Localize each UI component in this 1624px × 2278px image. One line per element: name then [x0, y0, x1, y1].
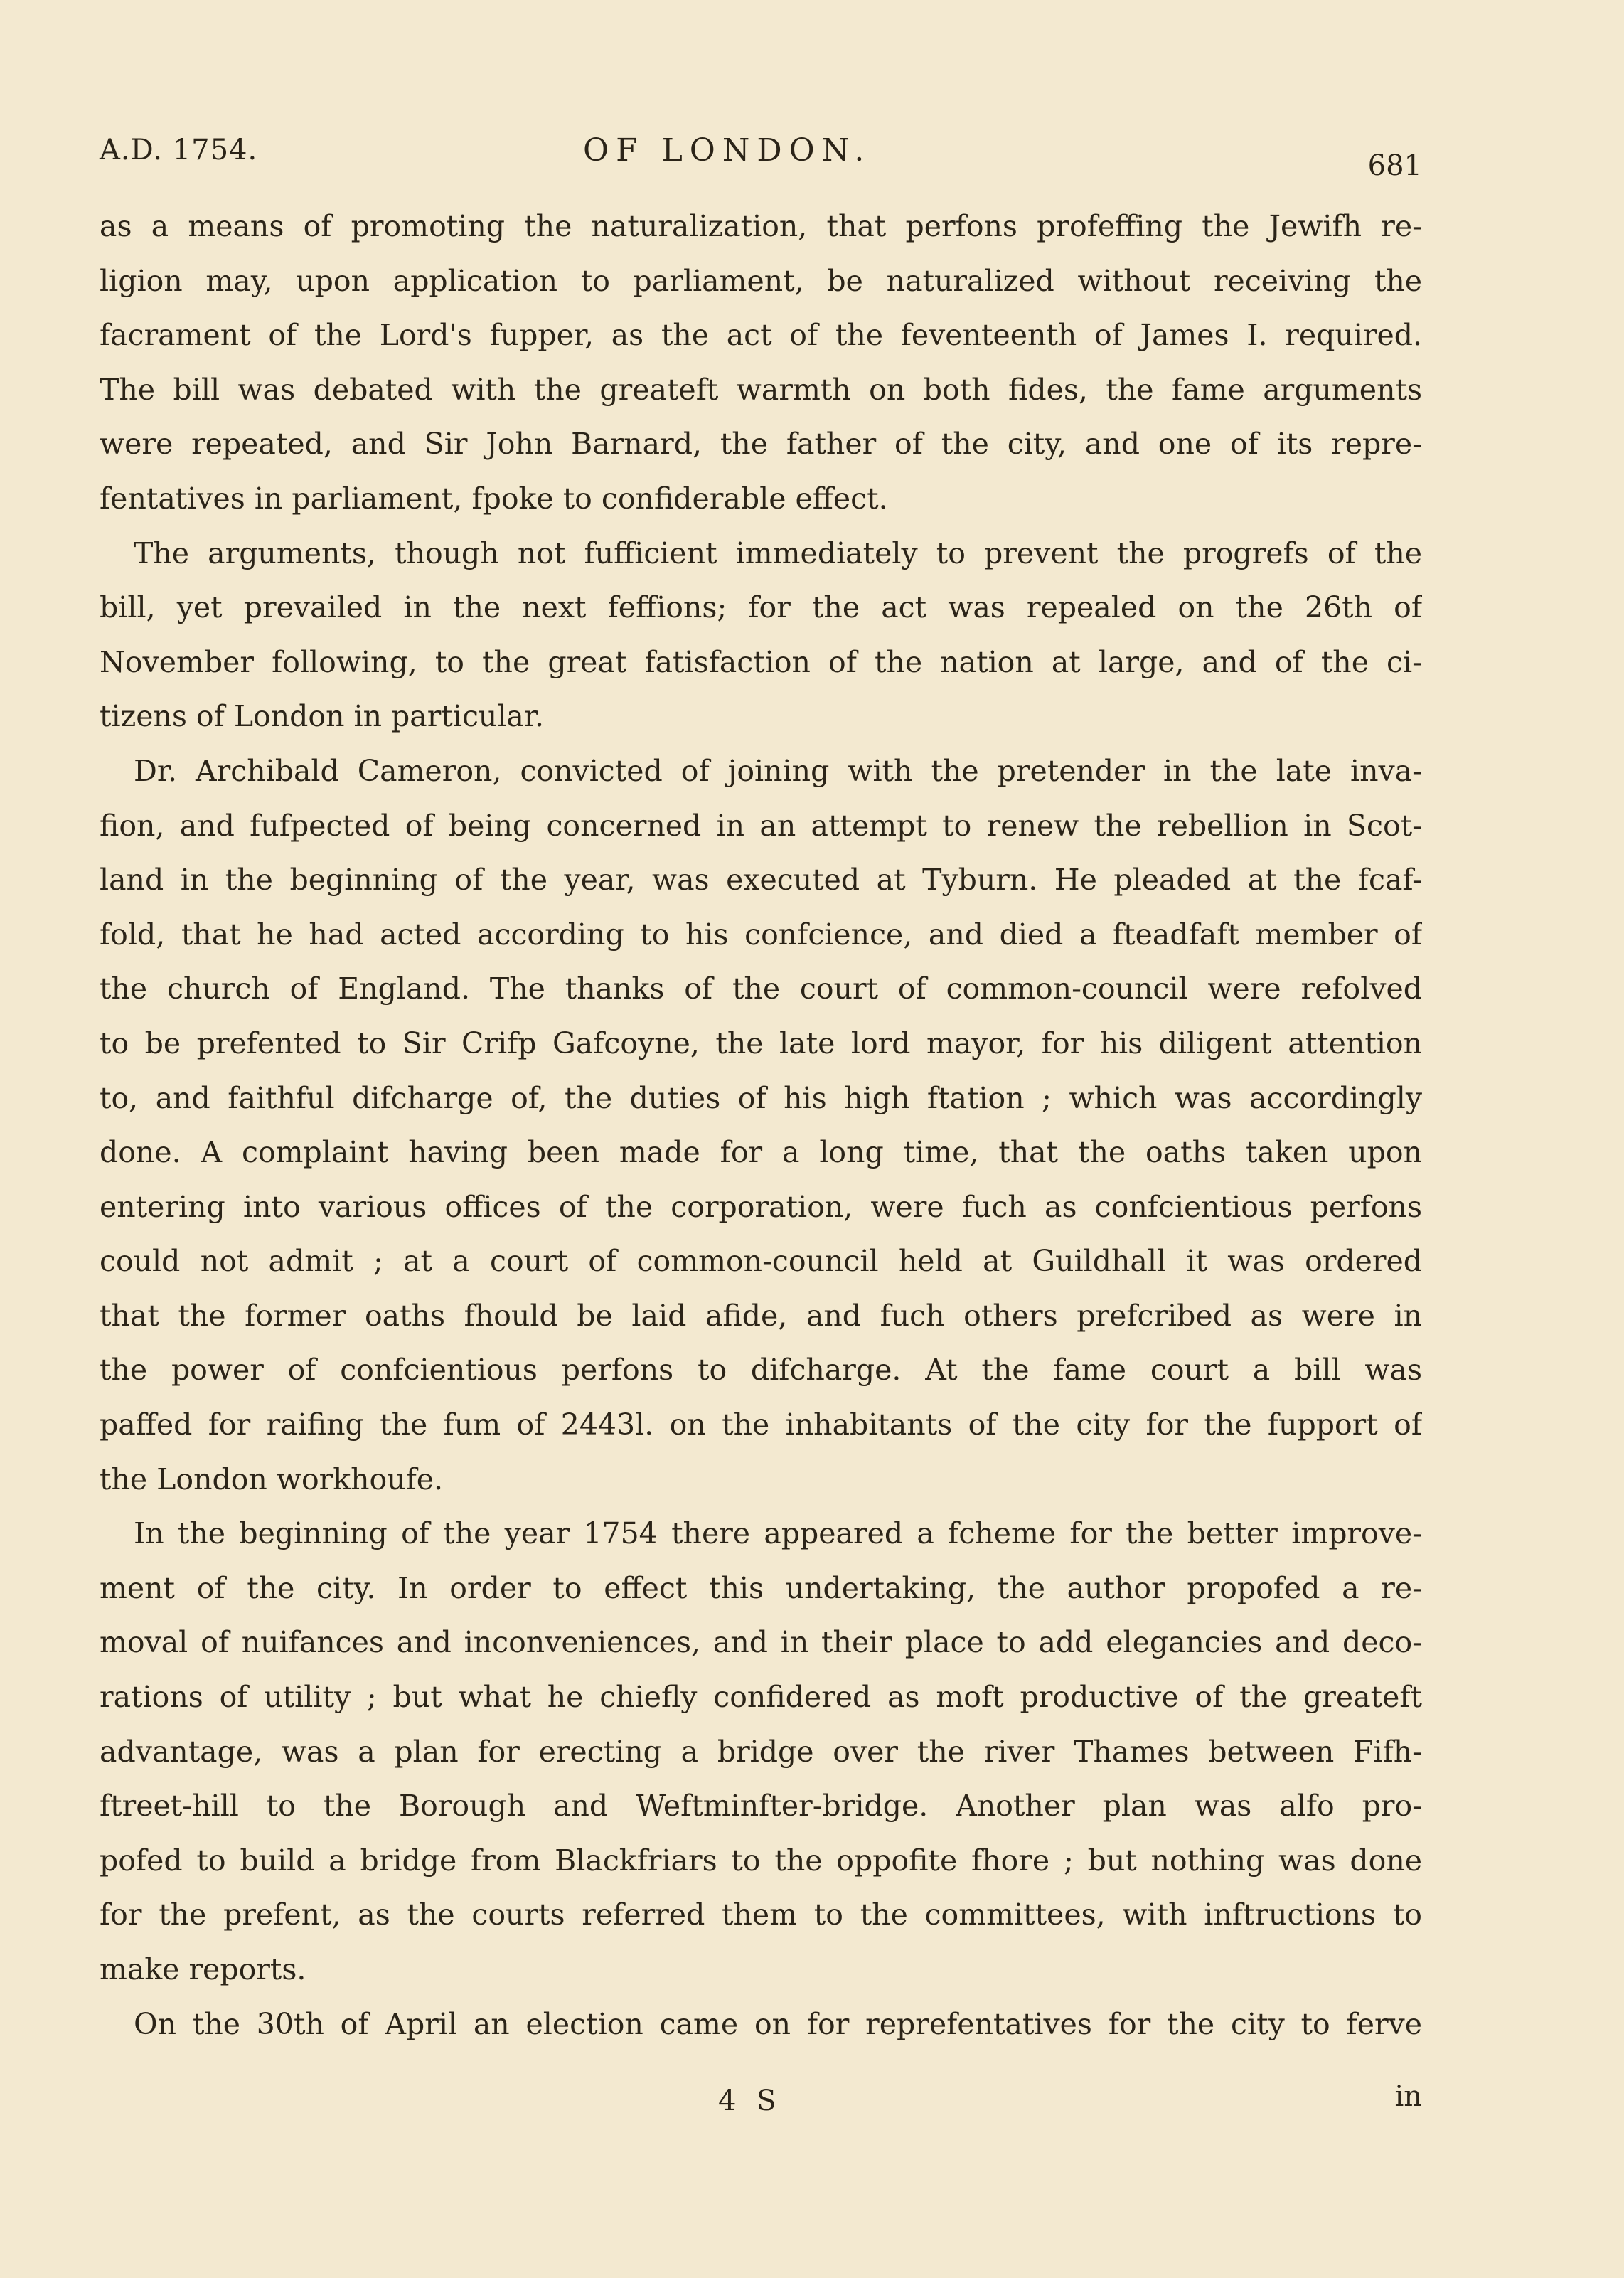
text-line: ment of the city. In order to effect this undertaking, the author propofed a re-: [100, 1570, 1422, 1605]
text-line: for the prefent, as the courts referred them to the committees, with inftructions to: [100, 1898, 1422, 1932]
running-header: [100, 128, 1422, 185]
text-line: moval of nuifances and inconveniences, and in their place to add elegancies and deco-: [100, 1625, 1422, 1660]
text-line: tizens of London in particular.: [100, 699, 544, 734]
text-line: November following, to the great fatisfaction of the nation at large, and of the ci-: [100, 644, 1422, 679]
text-line: advantage, was a plan for erecting a bridge over the river Thames between Fifh-: [100, 1734, 1422, 1769]
text-line: On the 30th of April an election came on for reprefentatives for the city to ferve: [134, 2006, 1422, 2041]
header-date: A.D. 1754.: [100, 134, 258, 166]
text-line: as a means of promoting the naturalization, that perfons profeffing the Jewifh re-: [100, 209, 1422, 243]
text-line: done. A complaint having been made for a long time, that the oaths taken upon: [100, 1135, 1422, 1170]
text-line: The bill was debated with the greateft warmth on both fides, the fame arguments: [100, 372, 1422, 407]
text-line: were repeated, and Sir John Barnard, the father of the city, and one of its repre-: [100, 427, 1422, 462]
text-line: to, and faithful difcharge of, the duties of his high ftation ; which was accordingly: [100, 1080, 1422, 1115]
text-line: facrament of the Lord's fupper, as the act of the feventeenth of James I. required.: [100, 318, 1422, 353]
page-footer: [100, 2080, 1422, 2130]
text-line: make reports.: [100, 1952, 306, 1986]
text-line: could not admit ; at a court of common-council held at Guildhall it was ordered: [100, 1244, 1422, 1279]
text-line: land in the beginning of the year, was executed at Tyburn. He pleaded at the fcaf-: [100, 863, 1422, 898]
text-line: The arguments, though not fufficient immediately to prevent the progrefs of the: [134, 536, 1422, 570]
page-number: 681: [1367, 149, 1422, 182]
header-title: OF LONDON.: [583, 132, 872, 169]
text-line: entering into various offices of the corporation, were fuch as confcientious perfons: [100, 1189, 1422, 1224]
text-line: pofed to build a bridge from Blackfriars to the oppofite fhore ; but nothing was done: [100, 1843, 1422, 1878]
body-text: [100, 199, 1422, 2051]
text-line: Dr. Archibald Cameron, convicted of joining with the pretender in the late inva-: [134, 753, 1422, 788]
text-line: the London workhoufe.: [100, 1462, 444, 1496]
catchword: in: [1394, 2080, 1422, 2113]
text-line: rations of utility ; but what he chiefly confidered as moft productive of the greateft: [100, 1680, 1422, 1715]
text-line: ftreet-hill to the Borough and Weftminfter-bridge. Another plan was alfo pro-: [100, 1789, 1422, 1824]
text-line: fold, that he had acted according to his confcience, and died a fteadfaft member of: [100, 917, 1422, 952]
text-line: paffed for raifing the fum of 2443l. on the inhabitants of the city for the fupport of: [100, 1407, 1422, 1442]
text-line: ligion may, upon application to parliament, be naturalized without receiving the: [100, 263, 1422, 298]
text-line: bill, yet prevailed in the next feffions; for the act was repealed on the 26th of: [100, 590, 1422, 625]
text-line: the power of confcientious perfons to difcharge. At the fame court a bill was: [100, 1353, 1422, 1388]
text-line: the church of England. The thanks of the court of common-council were refolved: [100, 972, 1422, 1006]
text-line: fentatives in parliament, fpoke to confiderable effect.: [100, 481, 888, 516]
text-line: In the beginning of the year 1754 there appeared a fcheme for the better improve-: [134, 1516, 1422, 1551]
text-line: that the former oaths fhould be laid afide, and fuch others prefcribed as were in: [100, 1298, 1422, 1333]
text-line: to be prefented to Sir Crifp Gafcoyne, the late lord mayor, for his diligent attention: [100, 1026, 1422, 1060]
text-line: fion, and fufpected of being concerned in an attempt to renew the rebellion in Scot-: [100, 808, 1422, 843]
signature-mark: 4 S: [718, 2085, 782, 2117]
